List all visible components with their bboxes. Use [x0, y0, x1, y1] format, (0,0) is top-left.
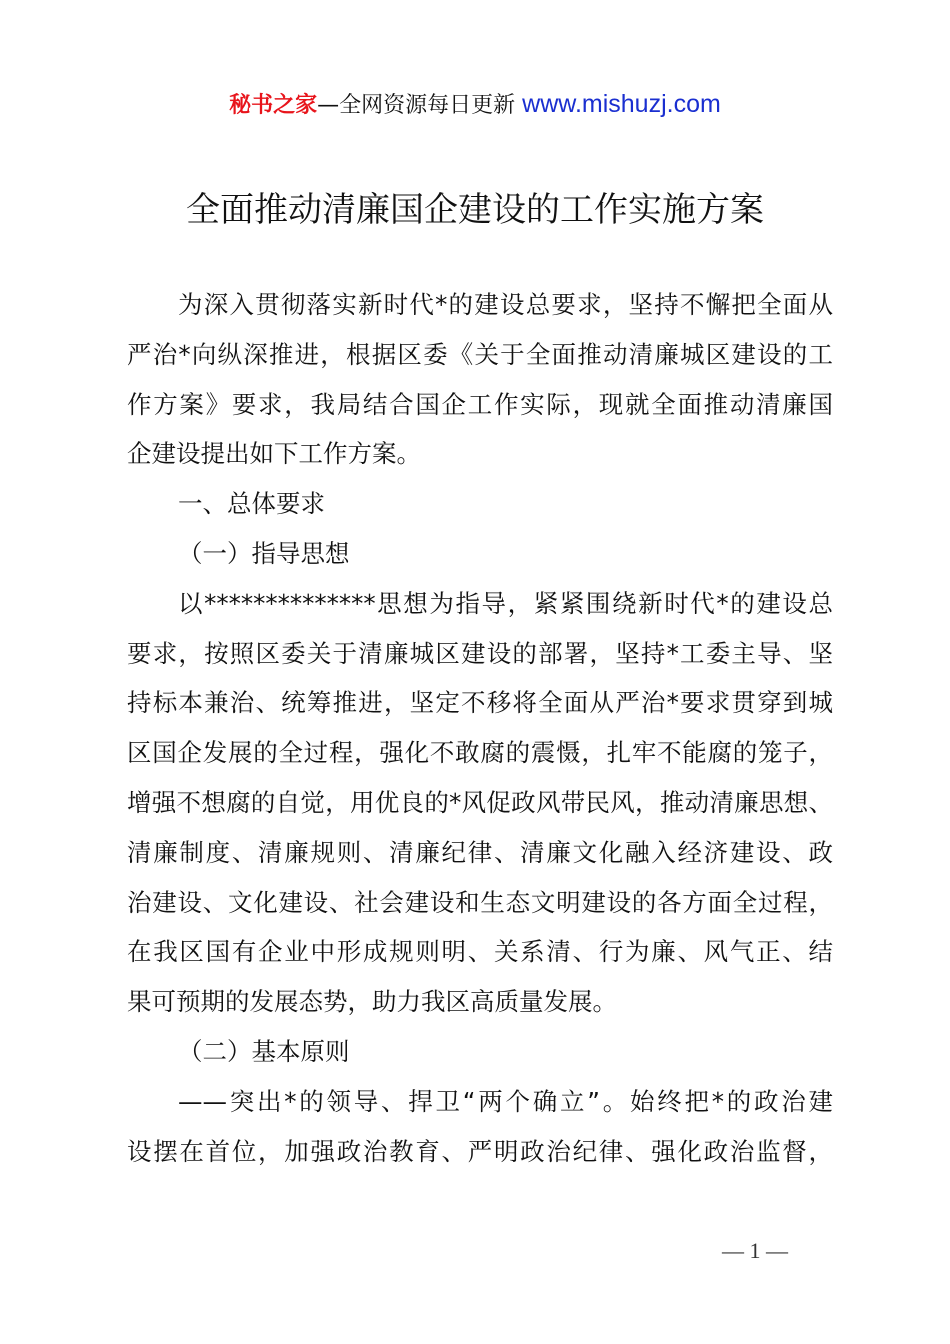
paragraph-line: 持标本兼治、统筹推进，坚定不移将全面从严治*要求贯穿到城	[127, 688, 833, 718]
paragraph-line: 增强不想腐的自觉，用优良的*风促政风带民风，推动清廉思想、	[127, 787, 833, 817]
paragraph-line: ——突出*的领导、捍卫“两个确立”。始终把*的政治建	[178, 1086, 833, 1116]
header-tagline: —全网资源每日更新	[317, 93, 523, 118]
paragraph-line: 在我区国有企业中形成规则明、关系清、行为廉、风气正、结	[127, 937, 833, 967]
document-body	[127, 283, 833, 1179]
paragraph-line: 严治*向纵深推进，根据区委《关于全面推动清廉城区建设的工	[127, 339, 833, 369]
page-number: — 1 —	[722, 1238, 788, 1263]
paragraph-line: 作方案》要求，我局结合国企工作实际，现就全面推动清廉国	[127, 389, 833, 419]
paragraph-line: 治建设、文化建设、社会建设和生态文明建设的各方面全过程，	[127, 887, 833, 917]
document-title: 全面推动清廉国企建设的工作实施方案	[186, 190, 764, 230]
section-heading: （二）基本原则	[178, 1036, 350, 1066]
site-watermark-header	[0, 88, 950, 119]
section-heading: （一）指导思想	[178, 538, 350, 568]
paragraph-line: 要求，按照区委关于清廉城区建设的部署，坚持*工委主导、坚	[127, 638, 833, 668]
paragraph-line: 设摆在首位，加强政治教育、严明政治纪律、强化政治监督，	[127, 1136, 833, 1166]
paragraph-line: 以**************思想为指导，紧紧围绕新时代*的建设总	[178, 588, 833, 618]
paragraph-line: 为深入贯彻落实新时代*的建设总要求，坚持不懈把全面从	[178, 290, 833, 319]
paragraph-line: 区国企发展的全过程，强化不敢腐的震慑，扎牢不能腐的笼子，	[127, 738, 833, 768]
paragraph-line: 清廉制度、清廉规则、清廉纪律、清廉文化融入经济建设、政	[127, 837, 833, 867]
brand-name: 秘书之家	[229, 93, 318, 118]
paragraph-line: 企建设提出如下工作方案。	[127, 439, 421, 469]
section-heading: 一、总体要求	[178, 489, 325, 519]
site-url-link[interactable]: www.mishuzj.com	[522, 90, 721, 118]
paragraph-line: 果可预期的发展态势，助力我区高质量发展。	[127, 987, 617, 1017]
